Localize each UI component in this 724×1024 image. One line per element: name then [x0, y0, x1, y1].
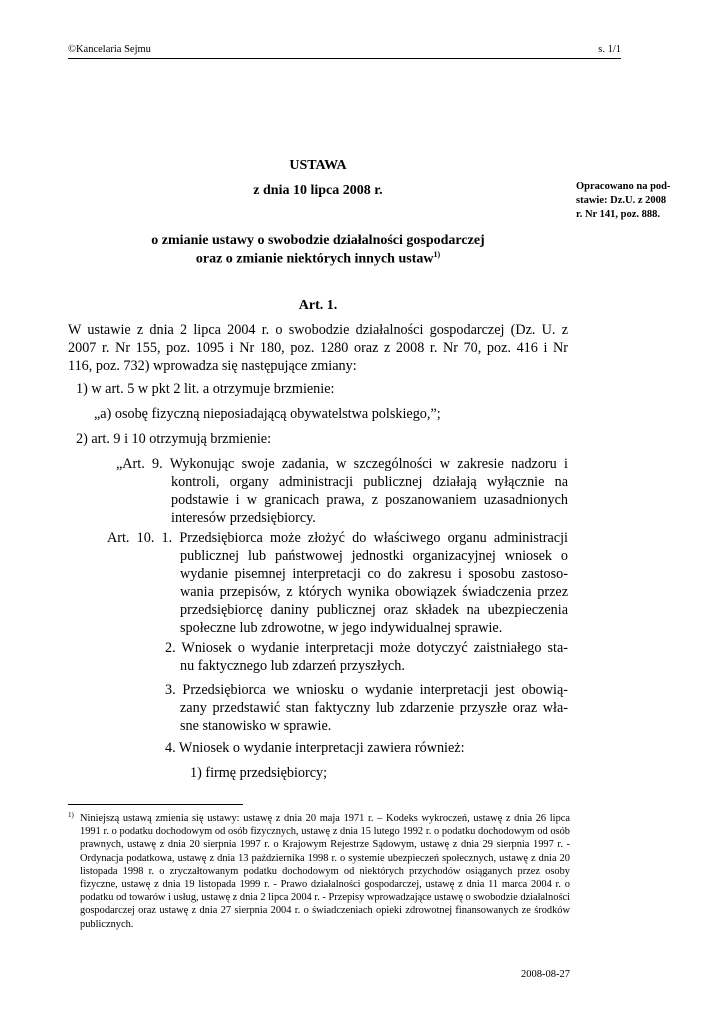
footnote-number: 1) [68, 811, 74, 819]
footnote [68, 812, 570, 931]
art10-line: Art. 10. 1. Przedsiębiorca może złożyć do właściwego organu administracji [107, 530, 568, 546]
footnote-reference: 1) [433, 250, 441, 259]
footnote-separator [68, 804, 243, 805]
act-subject-line: o zmianie ustawy o swobodzie działalności gospodarczej [151, 233, 485, 248]
article-intro-line: 116, poz. 732) wprowadza się następujące zmiany: [68, 358, 357, 374]
page-header [68, 44, 621, 59]
art10-paragraph-3-line: zany przedstawić stan faktyczny lub zdarzenie przyszłe oraz wła- [180, 700, 568, 716]
art10-paragraph-3-line: 3. Przedsiębiorca we wniosku o wydanie interpretacji jest obowią- [165, 682, 568, 698]
art10-paragraph-4: 4. Wniosek o wydanie interpretacji zawiera również: [165, 740, 465, 756]
change-point-2: 2) art. 9 i 10 otrzymują brzmienie: [76, 431, 272, 447]
change-point-1-quote: „a) osobę fizyczną nieposiadającą obywatelstwa polskiego,”; [94, 406, 441, 422]
art9-line: kontroli, organy administracji publicznej działają wyłącznie na [171, 474, 568, 490]
art9-line: podstawie i w granicach prawa, z poszanowaniem uzasadnionych [171, 492, 568, 508]
art10-paragraph-4-item: 1) firmę przedsiębiorcy; [190, 765, 328, 781]
act-subject-line [68, 250, 568, 268]
art10-line: społeczne lub zdrowotne, w jego indywidualnej sprawie. [180, 620, 503, 636]
art10-line: przedsiębiorcę daniny publicznej oraz składek na ubezpieczenia [180, 602, 568, 618]
art10-line: wydanie pisemnej interpretacji co do zakresu i sposobu zastoso- [180, 566, 568, 582]
article-intro-line: W ustawie z dnia 2 lipca 2004 r. o swobodzie działalności gospodarczej (Dz. U. z [68, 322, 568, 338]
art9-line: interesów przedsiębiorcy. [171, 510, 316, 526]
art10-line: wania przepisów, z których wynika obowiązek świadczenia przez [180, 584, 568, 600]
art10-paragraph-2-line: nu faktycznego lub zdarzeń przyszłych. [180, 658, 405, 674]
act-subject-text: oraz o zmianie niektórych innych ustaw [195, 251, 434, 267]
footnote-text: Niniejszą ustawą zmienia się ustawy: ustawę z dnia 20 maja 1971 r. – Kodeks wykroczeń, ustawę z dnia 26 lipca 1991 r. o podatku dochodowym od osób fizycznych, ustawę z dnia 15 lutego 1992 r. o podatku dochodowym od osób prawnych, ustawę z dnia 20 sierpnia 1997 r. o Krajowym Rejestrze Sądowym, ustawę z dnia 29 sierpnia 1997 r. - Ordynacja podatkowa, ustawę z dnia 13 października 1998 r. o systemie ubezpieczeń społecznych, ustawę z dnia 20 listopada 1998 r. o zryczałtowanym podatku dochodowym od niektórych przychodów osiąganych przez osoby fizyczne, ustawę z dnia 19 listopada 1999 r. - Prawo działalności gospodarczej, ustawę z dnia 11 marca 2004 r. o podatku od towarów i usług, ustawę z dnia 2 lipca 2004 r. - Przepisy wprowadzające ustawę o swobodzie działalności gospodarczej oraz ustawę z dnia 27 sierpnia 2004 r. o świadczeniach opieki zdrowotnej finansowanych ze środków publicznych. [80, 813, 570, 930]
article-intro-line: 2007 r. Nr 155, poz. 1095 i Nr 180, poz. 1280 oraz z 2008 r. Nr 70, poz. 416 i Nr [68, 340, 568, 356]
art10-line: publicznej lub państwowej jednostki organizacyjnej wniosek o [180, 548, 568, 564]
header-page-number: s. 1/1 [598, 44, 621, 55]
source-note [576, 180, 696, 222]
article-heading: Art. 1. [298, 298, 338, 313]
art9-line: „Art. 9. Wykonując swoje zadania, w szczególności w zakresie nadzoru i [116, 456, 568, 472]
footer-date: 2008-08-27 [521, 969, 570, 980]
header-source: ©Kancelaria Sejmu [68, 44, 151, 55]
source-note-line: Opracowano na pod- [576, 181, 671, 192]
source-note-line: stawie: Dz.U. z 2008 [576, 195, 667, 206]
act-date: z dnia 10 lipca 2008 r. [253, 183, 383, 198]
art10-paragraph-2-line: 2. Wniosek o wydanie interpretacji może dotyczyć zaistniałego sta- [165, 640, 568, 656]
act-type: USTAWA [289, 158, 347, 173]
change-point-1: 1) w art. 5 w pkt 2 lit. a otrzymuje brzmienie: [76, 381, 335, 397]
source-note-line: r. Nr 141, poz. 888. [576, 209, 660, 220]
art10-paragraph-3-line: sne stanowisko w sprawie. [180, 718, 332, 734]
